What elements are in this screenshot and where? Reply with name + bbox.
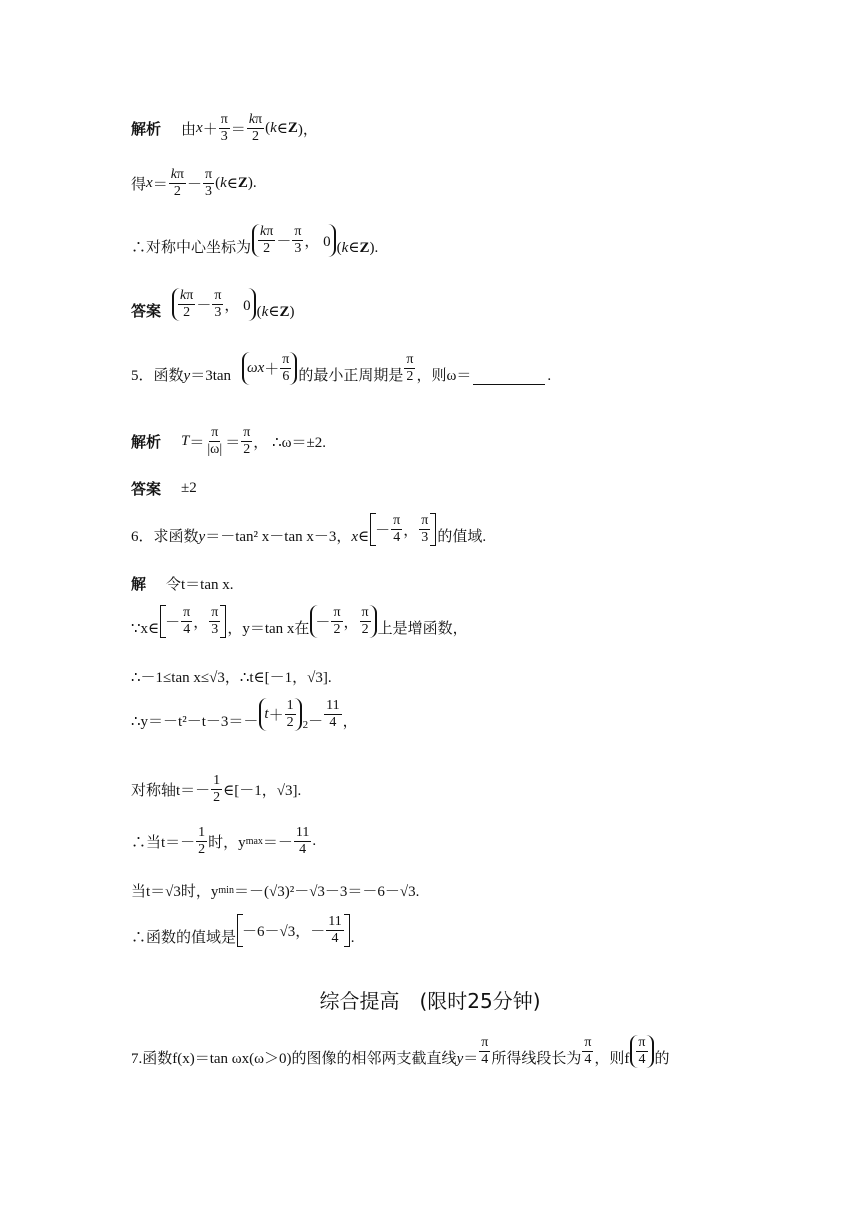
question-number: 6．: [131, 529, 154, 546]
solution-6-line-8: [131, 914, 354, 947]
text: 上是增函数，: [377, 621, 468, 638]
section-heading: 综合提高 (限时25分钟): [319, 989, 541, 1013]
text: 求函数: [153, 529, 199, 546]
text: 由: [181, 122, 197, 139]
text: 令t＝tan x.: [166, 577, 234, 593]
text: )，: [297, 122, 318, 139]
solution-line-2: 得 x ＝ $\frac{k\pi}{2}$ － $\frac{\pi}{3}$ ( k ∈ Z ).: [131, 167, 257, 200]
text: Z: [287, 120, 298, 137]
text: (: [265, 120, 271, 137]
fraction: $\frac{\pi}{3}$: [220, 112, 228, 145]
text: ∈: [276, 121, 288, 138]
text: 所得线段长为: [491, 1051, 582, 1068]
argument-paren: ωx ＋ $\frac{\pi}{6}$: [242, 352, 297, 385]
solution-5: 解析 T ＝ $\frac{\pi}{|\omega|}$ ＝ $\frac{\pi}{2}$ ， ∴ω＝±2.: [131, 425, 326, 458]
answer-line-4: 答案 $\frac{k\pi}{2}$ － $\frac{\pi}{3}$ ， 0 (k∈Z): [131, 288, 295, 321]
solution-line-3: ∴对称中心坐标为 $\frac{k\pi}{2}$ － $\frac{\pi}{3}$ ， 0 (k∈Z).: [131, 224, 379, 257]
text: max: [245, 836, 263, 848]
text: 函数: [153, 368, 184, 385]
text: ∴y＝－t²－t－3＝－: [131, 714, 259, 731]
text: .: [350, 930, 355, 947]
interval-bracket: － $\frac{\pi}{4}$ ， $\frac{\pi}{3}$: [160, 605, 226, 638]
text: 对称轴t＝－: [131, 783, 211, 800]
text: 的值域.: [437, 529, 487, 546]
text: －: [308, 714, 324, 731]
text: 的: [654, 1051, 670, 1068]
interval-paren: － $\frac{\pi}{2}$ ， $\frac{\pi}{2}$: [310, 605, 376, 638]
text: .: [374, 240, 379, 257]
solution-label: 解: [131, 575, 147, 593]
question-6: 6． 求函数 y ＝－tan² x－tan x－3， x ∈ － $\frac{\pi}{4}$ ， $\frac{\pi}{3}$ 的值域.: [131, 513, 487, 546]
text: ∵x∈: [131, 621, 160, 638]
solution-6-line-6: ∴当t＝－ $\frac{1}{2}$ 时，y max ＝－ $\frac{11}{4}$ .: [131, 825, 317, 858]
text: ∈[－1，√3].: [223, 783, 302, 800]
answer-value: ±2: [181, 480, 197, 496]
text: ，y＝tan x在: [227, 621, 310, 638]
question-number: 5．: [131, 368, 154, 385]
fraction: $\frac{k\pi}{2}$: [170, 167, 184, 200]
solution-6-line-7: [131, 880, 419, 901]
text: ∴－1≤tan x≤√3，∴t∈[－1，√3].: [131, 670, 332, 686]
question-5: 5． 函数 y ＝3tan ωx ＋ $\frac{\pi}{6}$ 的最小正周期是 $\frac{\pi}{2}$ ，则ω＝ .: [131, 352, 552, 385]
answer-label: 答案: [131, 302, 162, 321]
text: min: [218, 885, 234, 896]
solution-6-line-4: ∴y＝－t²－t－3＝－ t ＋ $\frac{1}{2}$ 2 － $\frac{11}{4}$ ，: [131, 698, 358, 732]
answer-blank[interactable]: [473, 372, 545, 385]
answer-5: [131, 478, 197, 499]
text: k: [270, 120, 277, 137]
text: 时，y: [208, 835, 246, 852]
text: ＝－(√3)²－√3－3＝－6－√3.: [233, 884, 420, 900]
solution-label: 解析: [131, 433, 162, 452]
text: ，则ω＝: [416, 368, 472, 385]
solution-6-line-2: [131, 605, 468, 638]
solution-label: 解析: [131, 120, 162, 139]
question-7: 7. 函数f(x)＝tan ωx(ω＞0)的图像的相邻两支截直线 y ＝ $\frac{\pi}{4}$ 所得线段长为 $\frac{\pi}{4}$ ，则f $\frac{\pi}{4}$ 的: [131, 1035, 670, 1068]
text: ∴ω＝±2.: [272, 435, 326, 452]
solution-6-line-5: 对称轴t＝－ $\frac{1}{2}$ ∈[－1，√3].: [131, 773, 302, 806]
fraction: $\frac{k\pi}{2}$: [248, 112, 263, 145]
fraction: $\frac{\pi}{3}$: [205, 167, 213, 200]
answer-label: 答案: [131, 480, 162, 498]
text: 函数f(x)＝tan ωx(ω＞0)的图像的相邻两支截直线: [142, 1051, 457, 1068]
solution-line-1: 解析 由 x ＋ $\frac{\pi}{3}$ ＝ $\frac{k\pi}{2}$ ( k ∈ Z )，: [131, 112, 318, 145]
solution-6-line-1: [131, 573, 234, 594]
text: ＝－tan² x－tan x－3，: [205, 529, 352, 546]
text: ＝－: [262, 835, 293, 852]
text: ∴当t＝－: [131, 835, 196, 852]
text: ＝3tan: [190, 368, 232, 385]
text: ∴函数的值域是: [131, 930, 237, 947]
coordinate-paren: $\frac{k\pi}{2}$ － $\frac{\pi}{3}$ ， 0: [252, 224, 336, 257]
text: 当t＝√3时，y: [131, 884, 219, 900]
interval-bracket: －6－√3，－ $\frac{11}{4}$: [237, 914, 350, 947]
text: ∴对称中心坐标为: [131, 240, 252, 257]
argument-paren: $\frac{\pi}{4}$: [630, 1035, 653, 1068]
coordinate-paren: $\frac{k\pi}{2}$ － $\frac{\pi}{3}$ ， 0: [172, 288, 256, 321]
square-paren: t ＋ $\frac{1}{2}$: [259, 698, 301, 731]
question-number: 7.: [131, 1051, 143, 1068]
interval-bracket: － $\frac{\pi}{4}$ ， $\frac{\pi}{3}$: [370, 513, 436, 546]
text: .: [547, 368, 552, 385]
text: 的最小正周期是: [298, 368, 404, 385]
text: ，则f: [594, 1051, 630, 1068]
text: 得: [131, 177, 147, 194]
solution-6-line-3: [131, 666, 332, 687]
text: ).: [247, 175, 257, 192]
